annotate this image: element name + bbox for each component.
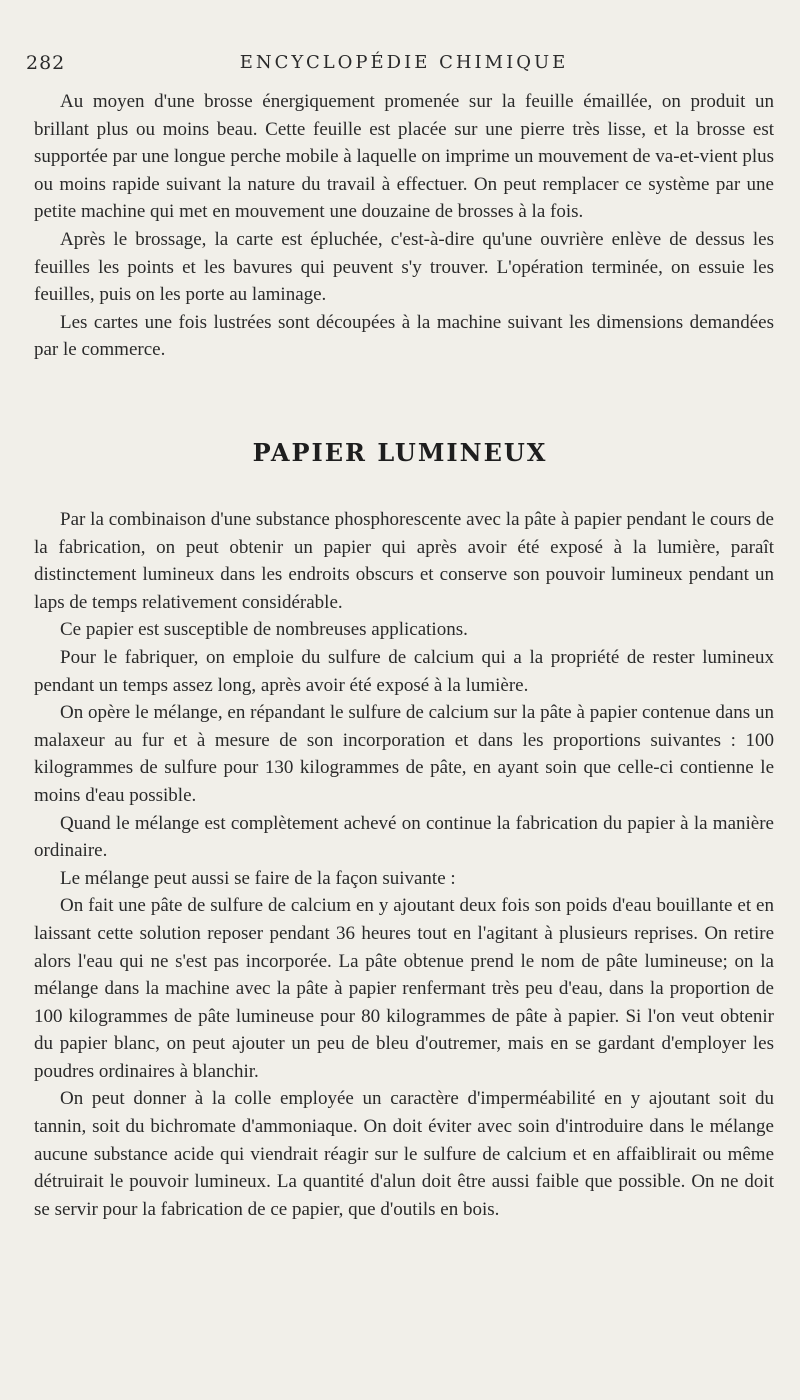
paragraph: On fait une pâte de sulfure de calcium en y ajoutant deux fois son poids d'eau bouillante et en laissant cette solution reposer pendant 36 heures tout en l'agitant à plusieurs reprises. On retire alors l'eau qui ne s'est pas incorporée. La pâte obtenue prend le nom de pâte lumineuse; on la mélange dans la machine avec la pâte à papier renfermant très peu d'eau, dans la proportion de 100 kilogrammes de pâte lumineuse pour 80 kilogrammes de pâte à papier. Si l'on veut obtenir du papier blanc, on peut ajouter un peu de bleu d'outremer, mais en se gardant d'employer les poudres ordinaires à blanchir. bbox=[34, 895, 774, 1082]
paragraph: Pour le fabriquer, on emploie du sulfure de calcium qui a la propriété de rester lumineux pendant un temps assez long, après avoir été exposé à la lumière. bbox=[34, 646, 774, 696]
paragraph: Ce papier est susceptible de nombreuses applications. bbox=[60, 619, 468, 641]
paragraph: Après le brossage, la carte est épluchée, c'est-à-dire qu'une ouvrière enlève de dessus les feuilles les points et les bavures qui peuvent s'y trouver. L'opération terminée, on essuie les feuilles, puis on les porte au laminage. bbox=[34, 228, 774, 306]
paragraph: Le mélange peut aussi se faire de la façon suivante : bbox=[60, 867, 456, 889]
running-title: ENCYCLOPÉDIE CHIMIQUE bbox=[239, 52, 569, 73]
paragraph: On opère le mélange, en répandant le sulfure de calcium sur la pâte à papier contenue dans un malaxeur au fur et à mesure de son incorporation et dans les proportions suivantes : 100 kilogrammes de sulfure pour 130 kilogrammes de pâte, en ayant soin que celle-ci contienne le moins d'eau possible. bbox=[34, 702, 774, 806]
page-number: 282 bbox=[26, 52, 66, 74]
paragraph: Par la combinaison d'une substance phosphorescente avec la pâte à papier pendant le cours de la fabrication, on peut obtenir un papier qui après avoir été exposé à la lumière, paraît distinctement lumineux dans les endroits obscurs et conserve son pouvoir lumineux pendant un laps de temps relativement considérable. bbox=[34, 509, 774, 613]
intro-text bbox=[34, 88, 774, 364]
paragraph: Les cartes une fois lustrées sont découpées à la machine suivant les dimensions demandées par le commerce. bbox=[34, 311, 774, 361]
paragraph: On peut donner à la colle employée un caractère d'imperméabilité en y ajoutant soit du tannin, soit du bichromate d'ammoniaque. On doit éviter avec soin d'introduire dans le mélange aucune substance acide qui viendrait réagir sur le sulfure de calcium et en affaiblirait ou même détruirait le pouvoir lumineux. La quantité d'alun doit être aussi faible que possible. On ne doit se servir pour la fabrication de ce papier, que d'outils en bois. bbox=[34, 1088, 774, 1220]
paragraph: Quand le mélange est complètement achevé on continue la fabrication du papier à la manière ordinaire. bbox=[34, 812, 774, 862]
page-header bbox=[26, 48, 782, 78]
section-body bbox=[34, 506, 774, 1223]
section-title: PAPIER LUMINEUX bbox=[252, 438, 548, 467]
paragraph: Au moyen d'une brosse énergiquement promenée sur la feuille émaillée, on produit un brillant plus ou moins beau. Cette feuille est placée sur une pierre très lisse, et la brosse est supportée par une longue perche mobile à laquelle on imprime un mouvement de va-et-vient plus ou moins rapide suivant la nature du travail à effectuer. On peut remplacer ce système par une petite machine qui met en mouvement une douzaine de brosses à la fois. bbox=[34, 91, 774, 223]
